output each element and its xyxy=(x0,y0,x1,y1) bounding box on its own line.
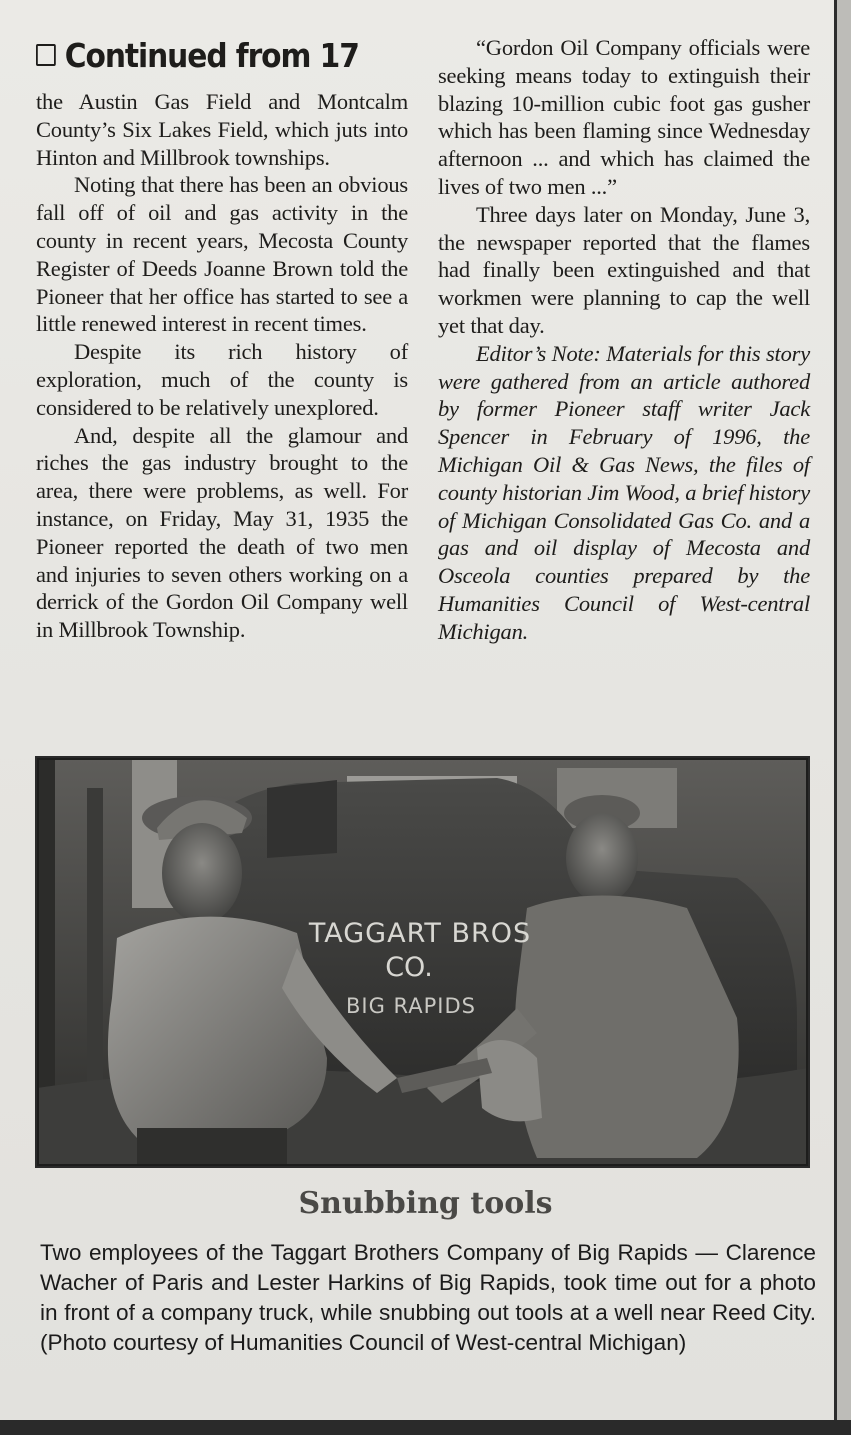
caption-title: Snubbing tools xyxy=(298,1186,553,1221)
checkbox-square-icon xyxy=(36,44,56,66)
photo-taggart-bros xyxy=(35,756,810,1168)
photo-illustration xyxy=(37,758,808,1166)
caption-text: Two employees of the Taggart Brothers Company of Big Rapids — Clarence Wacher of Paris and Lester Harkins of Big Rapids, took time out for a photo in front of a company truck, while snubbing out tools at a well near Reed City. (Photo courtesy of Humanities Council of West-central Michigan) xyxy=(40,1240,816,1355)
truck-lettering-line3: BIG RAPIDS xyxy=(345,994,477,1018)
paragraph: Three days later on Monday, June 3, the newspaper reported that the flames had finally been extinguished and that workmen were planning to cap the well yet that day. xyxy=(438,201,810,338)
truck-lettering-line2: CO. xyxy=(385,952,433,983)
paragraph: “Gordon Oil Company officials were seeking means today to extinguish their blazing 10-million cubic foot gas gusher which has been flaming since Wednesday afternoon ... and which has claimed the lives of two men ...” xyxy=(438,35,810,199)
paragraph: Noting that there has been an obvious fall off of oil and gas activity in the county in recent years, Mecosta County Register of Deeds Joanne Brown told the Pioneer that her office has started to see a little renewed interest in recent times. xyxy=(36,172,408,337)
continued-heading xyxy=(36,34,371,78)
paragraph: And, despite all the glamour and riches the gas industry brought to the area, there were problems, as well. For instance, on Friday, May 31, 1935 the Pioneer reported the death of two men and injuries to seven others working on a derrick of the Gordon Oil Company well in Millbrook Township. xyxy=(36,422,408,643)
heading-text: Continued from 17 xyxy=(64,36,359,75)
bottom-edge xyxy=(0,1420,851,1435)
right-column xyxy=(438,34,810,646)
left-column xyxy=(36,34,408,644)
paragraph: the Austin Gas Field and Montcalm County’s Six Lakes Field, which juts into Hinton and Millbrook townships. xyxy=(36,89,408,170)
editor-note: Editor’s Note: Materials for this story were gathered from an article authored by former Pioneer staff writer Jack Spencer in February of 1996, the Michigan Oil & Gas News, the files of county historian Jim Wood, a brief history of Michigan Consolidated Gas Co. and a gas and oil display of Mecosta and Osceola counties prepared by the Humanities Council of West-central Michigan. xyxy=(438,340,810,644)
paragraph: Despite its rich history of exploration, much of the county is considered to be relatively unexplored. xyxy=(36,339,408,420)
truck-lettering-line1: TAGGART BROS xyxy=(308,918,532,949)
